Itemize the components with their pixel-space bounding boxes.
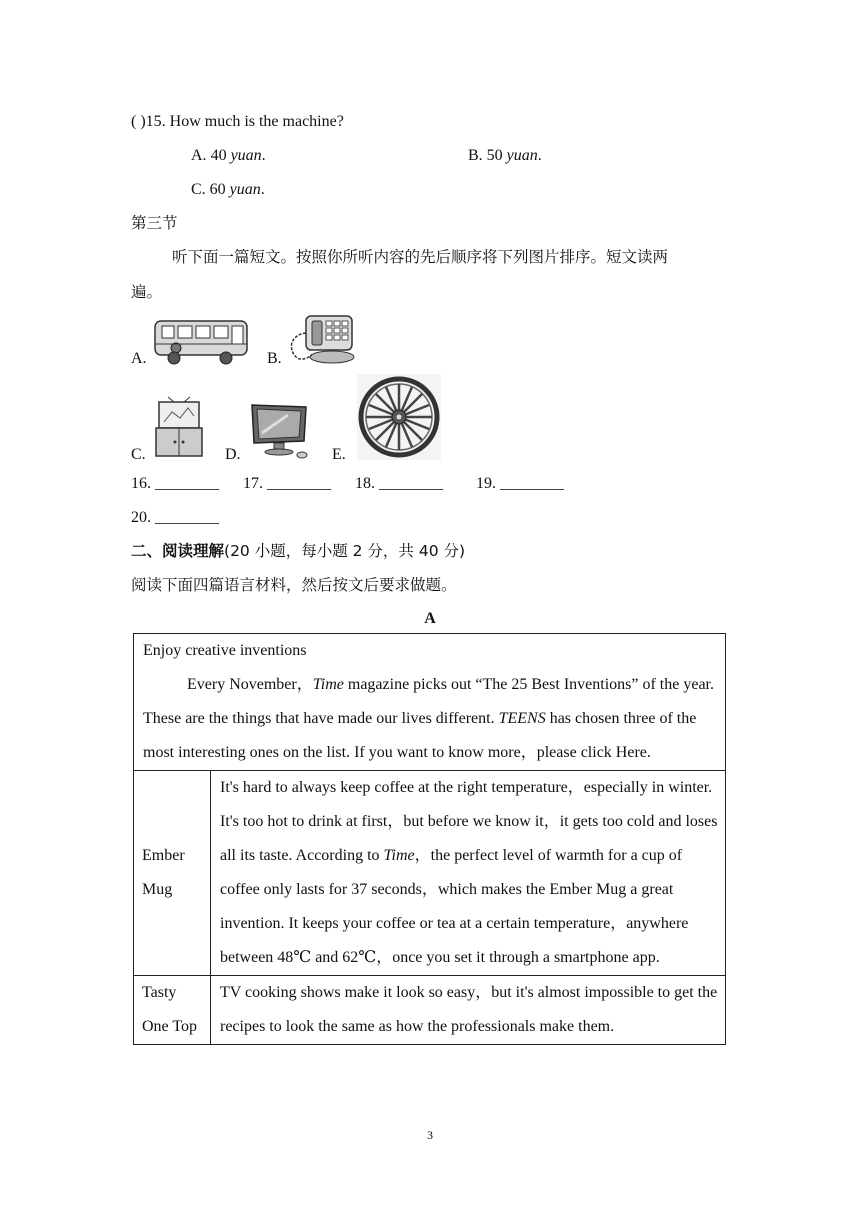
tv-cabinet-icon xyxy=(154,396,206,458)
table-row xyxy=(134,976,726,1045)
blank-16[interactable]: 16. ________ xyxy=(131,475,219,492)
passage-label: A xyxy=(424,610,436,627)
part2-instruction: 阅读下面四篇语言材料，然后按文后要求做题。 xyxy=(131,576,457,594)
invention-name: Ember Mug xyxy=(134,771,211,976)
monitor-icon xyxy=(248,403,310,459)
invention-description: TV cooking shows make it look so easy，but it's almost impossible to get the recipes to look the same as how the professionals make them. xyxy=(211,976,726,1045)
invention-name: Tasty One Top xyxy=(134,976,211,1045)
section-title: 第三节 xyxy=(131,214,178,232)
section-instruction-line1: 听下面一篇短文。按照你所听内容的先后顺序将下列图片排序。短文读两 xyxy=(172,248,669,266)
passage-heading: Enjoy creative inventions xyxy=(143,642,307,659)
picture-label-a: A. xyxy=(131,350,147,367)
table-row xyxy=(134,771,726,976)
intro-paragraph: Every November，Time magazine picks out “The 25 Best Inventions” of the year. These are the things that have made our lives different. TEENS has chosen three of the most interesting ones on the list. If you want to know more，please click Here. xyxy=(143,676,714,761)
picture-label-e: E. xyxy=(332,446,346,463)
picture-label-d: D. xyxy=(225,446,241,463)
intro-cell xyxy=(134,634,726,771)
option-b: B. 50 yuan. xyxy=(468,147,542,164)
wheel-icon xyxy=(357,374,441,460)
question-15 xyxy=(131,112,344,132)
page-number: 3 xyxy=(427,1128,433,1142)
blank-19[interactable]: 19. ________ xyxy=(476,475,564,492)
part2-heading xyxy=(131,541,465,562)
blank-20[interactable]: 20. ________ xyxy=(131,509,219,526)
telephone-icon xyxy=(286,313,358,365)
option-c: C. 60 yuan. xyxy=(191,181,265,198)
part2-score-note: (20 小题，每小题 2 分，共 40 分) xyxy=(224,542,466,560)
question-stem: 15. How much is the machine? xyxy=(145,113,344,130)
picture-label-b: B. xyxy=(267,350,282,367)
section-instruction-line2: 遍。 xyxy=(131,283,163,301)
passage-table xyxy=(133,633,726,1045)
blank-18[interactable]: 18. ________ xyxy=(355,475,443,492)
option-a: A. 40 yuan. xyxy=(191,147,266,164)
picture-label-c: C. xyxy=(131,446,146,463)
invention-description: It's hard to always keep coffee at the right temperature，especially in winter. It's too hot to drink at first，but before we know it，it gets too cold and loses all its taste. According to Time，the perfect level of warmth for a cup of coffee only lasts for 37 seconds，which makes the Ember Mug a great invention. It keeps your coffee or tea at a certain temperature，anywhere between 48℃ and 62℃，once you set it through a smartphone app. xyxy=(211,771,726,976)
part2-title: 二、阅读理解 xyxy=(131,542,225,560)
bus-icon xyxy=(152,318,250,366)
table-row xyxy=(134,634,726,771)
blank-17[interactable]: 17. ________ xyxy=(243,475,331,492)
answer-paren: ( ) xyxy=(131,113,146,130)
